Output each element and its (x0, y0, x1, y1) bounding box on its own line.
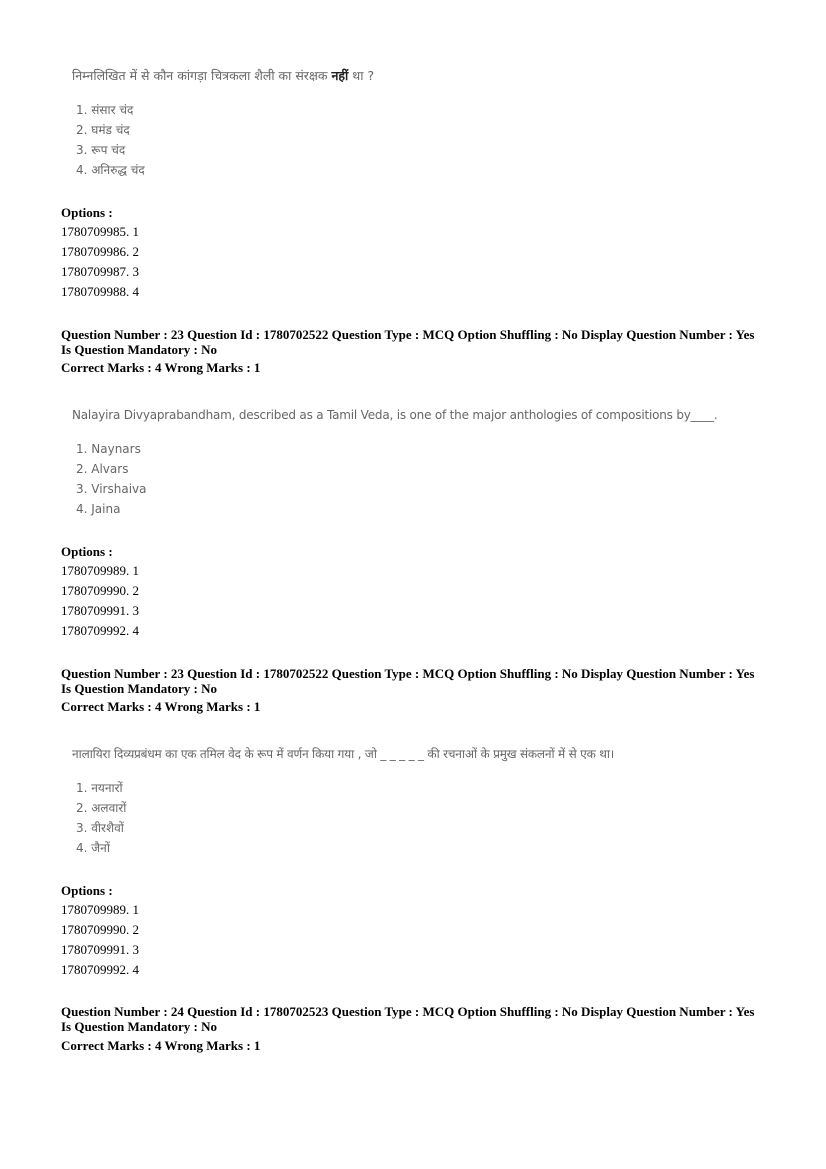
question-3-choice-1: 1. नयनारों (76, 781, 123, 795)
option-id: 1780709988. 4 (61, 284, 139, 299)
question-meta-line: Question Number : 23 Question Id : 1780702522 Question Type : MCQ Option Shuffling : No Display Question Number : Yes (61, 666, 755, 681)
question-meta-line: Question Number : 24 Question Id : 1780702523 Question Type : MCQ Option Shuffling : No Display Question Number : Yes (61, 1004, 755, 1019)
option-id: 1780709987. 3 (61, 264, 139, 279)
options-label-3: Options : (61, 883, 113, 898)
question-1-text-bold: नहीं (331, 68, 349, 83)
question-1-choice-1: 1. संसार चंद (76, 103, 134, 117)
option-id: 1780709985. 1 (61, 224, 139, 239)
option-id: 1780709991. 3 (61, 603, 139, 618)
question-3-text: नालायिरा दिव्यप्रबंधम का एक तमिल वेद के रूप में वर्णन किया गया , जो _ _ _ _ _ की रचनाओं के प्रमुख संकलनों में से एक था। (72, 747, 615, 761)
question-1-choice-2: 2. घमंड चंद (76, 123, 130, 137)
question-2-choice-2: 2. Alvars (76, 462, 129, 476)
options-label-1: Options : (61, 205, 113, 220)
option-id: 1780709990. 2 (61, 922, 139, 937)
question-3-choice-2: 2. अलवारों (76, 801, 127, 815)
option-id: 1780709991. 3 (61, 942, 139, 957)
question-1-choice-3: 3. रूप चंद (76, 143, 126, 157)
option-id: 1780709990. 2 (61, 583, 139, 598)
question-2-choice-3: 3. Virshaiva (76, 482, 147, 496)
option-id: 1780709989. 1 (61, 902, 139, 917)
question-mandatory: Is Question Mandatory : No (61, 342, 218, 357)
question-1-choice-4: 4. अनिरुद्ध चंद (76, 163, 145, 177)
question-1-text (72, 67, 374, 84)
option-id: 1780709986. 2 (61, 244, 139, 259)
option-id: 1780709992. 4 (61, 623, 139, 638)
marks-line: Correct Marks : 4 Wrong Marks : 1 (61, 699, 261, 714)
question-2-choice-1: 1. Naynars (76, 442, 141, 456)
question-mandatory: Is Question Mandatory : No (61, 1019, 218, 1034)
question-1-text-before: निम्नलिखित में से कौन कांगड़ा चित्रकला शैली का संरक्षक (72, 68, 332, 83)
question-2-choice-4: 4. Jaina (76, 502, 121, 516)
question-3-choice-3: 3. वीरशैवों (76, 821, 124, 835)
question-3-choice-4: 4. जैनों (76, 841, 110, 855)
option-id: 1780709992. 4 (61, 962, 139, 977)
question-meta-line: Question Number : 23 Question Id : 1780702522 Question Type : MCQ Option Shuffling : No Display Question Number : Yes (61, 327, 755, 342)
question-2-text: Nalayira Divyaprabandham, described as a Tamil Veda, is one of the major anthologies of compositions by____. (72, 408, 718, 422)
question-mandatory: Is Question Mandatory : No (61, 681, 218, 696)
options-label-2: Options : (61, 544, 113, 559)
marks-line: Correct Marks : 4 Wrong Marks : 1 (61, 1038, 261, 1053)
question-1-text-after: था ? (348, 68, 375, 83)
marks-line: Correct Marks : 4 Wrong Marks : 1 (61, 360, 261, 375)
option-id: 1780709989. 1 (61, 563, 139, 578)
